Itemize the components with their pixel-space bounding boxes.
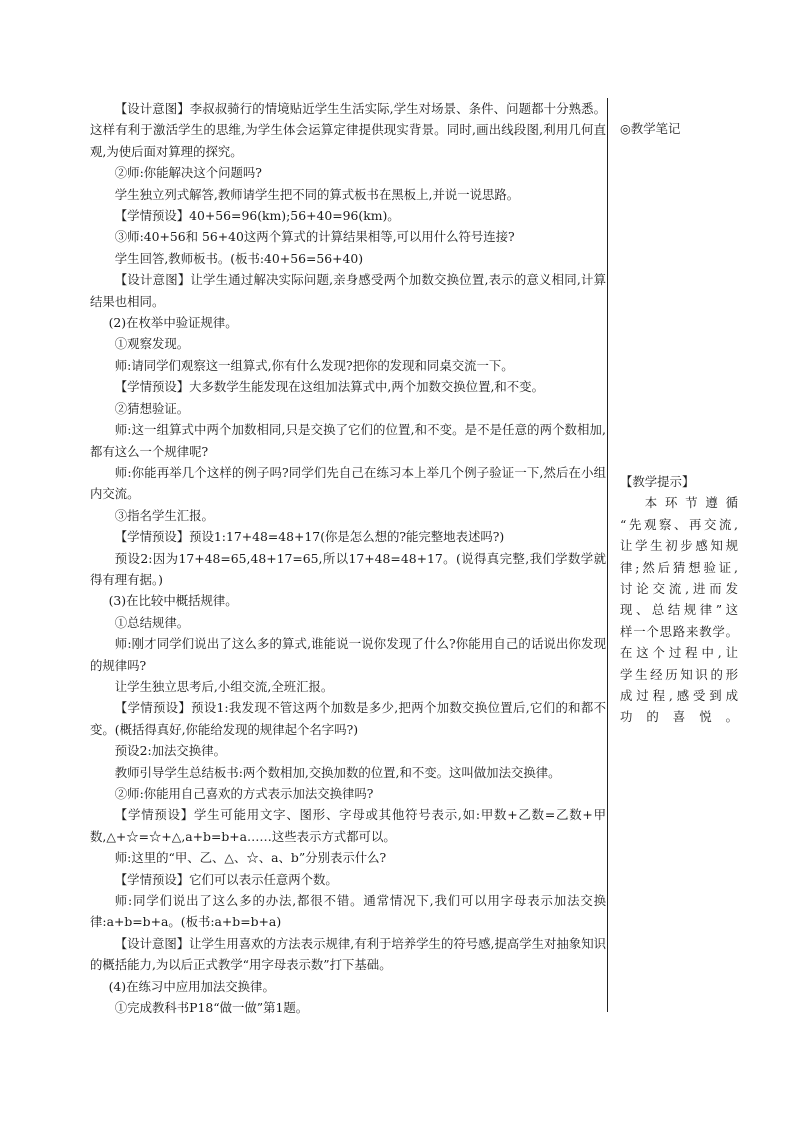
- paragraph: (3)在比较中概括规律。: [108, 593, 238, 609]
- tip-line: 讨论交流,进而发: [620, 581, 738, 597]
- paragraph: (4)在练习中应用加法交换律。: [108, 978, 275, 994]
- paragraph: 【设计意图】李叔叔骑行的情境贴近学生生活实际,学生对场景、条件、问题都十分熟悉。这样有利于激活学生的思维,为学生体会运算定律提供现实背景。同时,画出线段图,利用几何直观,为使后面对算理的探究。: [90, 101, 606, 159]
- paragraph: 预设2:因为17+48=65,48+17=65,所以17+48=48+17。(说得真完整,我们学数学就得有理有据。): [90, 550, 606, 587]
- paragraph: 预设2:加法交换律。: [114, 743, 226, 759]
- tip-line: 样一个思路来教学。: [620, 623, 738, 639]
- paragraph: ③师:40+56和 56+40这两个算式的计算结果相等,可以用什么符号连接?: [114, 229, 515, 245]
- paragraph: 师:同学们说出了这么多的办法,都很不错。通常情况下,我们可以用字母表示加法交换律:a+b=b+a。(板书:a+b=b+a): [90, 893, 606, 930]
- paragraph: (2)在枚举中验证规律。: [108, 315, 238, 331]
- tip-heading: 【教学提示】: [620, 474, 695, 489]
- paragraph: 师:请同学们观察这一组算式,你有什么发现?把你的发现和同桌交流一下。: [114, 357, 514, 373]
- paragraph: 师:这里的“甲、乙、△、☆、a、b”分别表示什么?: [114, 850, 387, 866]
- teaching-notes: [620, 118, 738, 139]
- tip-line: 本环节遵循: [644, 495, 738, 511]
- tip-line: 成过程,感受到成: [620, 688, 738, 704]
- paragraph: ②猜想验证。: [114, 400, 190, 416]
- tip-line: 现、总结规律”这: [620, 602, 738, 618]
- paragraph: 【学情预设】它们可以表示任意两个数。: [114, 871, 338, 887]
- paragraph: ②师:你能用自己喜欢的方式表示加法交换律吗?: [114, 786, 374, 801]
- paragraph: ②师:你能解决这个问题吗?: [114, 165, 262, 181]
- paragraph: 师:这一组算式中两个加数相同,只是交换了它们的位置,和不变。是不是任意的两个数相加,都有这么一个规律呢?: [90, 422, 606, 459]
- paragraph: 【设计意图】让学生通过解决实际问题,亲身感受两个加数交换位置,表示的意义相同,计算结果也相同。: [90, 272, 606, 309]
- paragraph: 学生独立列式解答,教师请学生把不同的算式板书在黑板上,并说一说思路。: [114, 186, 520, 202]
- paragraph: 【学情预设】大多数学生能发现在这组加法算式中,两个加数交换位置,和不变。: [114, 379, 544, 395]
- tip-line: 律;然后猜想验证,: [620, 559, 738, 575]
- paragraph: 教师引导学生总结板书:两个数相加,交换加数的位置,和不变。这叫做加法交换律。: [114, 764, 561, 780]
- paragraph: ①总结规律。: [114, 614, 190, 630]
- lesson-body: [90, 98, 606, 1018]
- paragraph: ③指名学生汇报。: [114, 507, 214, 523]
- column-divider: [607, 98, 608, 1012]
- tip-line: 让学生初步感知规: [620, 538, 738, 554]
- paragraph: ①观察发现。: [114, 336, 190, 352]
- tip-line: 学生经历知识的形: [620, 666, 738, 682]
- paragraph: ①完成教科书P18“做一做”第1题。: [114, 1000, 309, 1016]
- paragraph: 师:你能再举几个这样的例子吗?同学们先自己在练习本上举几个例子验证一下,然后在小组内交流。: [90, 464, 606, 502]
- paragraph: 【学情预设】学生可能用文字、图形、字母或其他符号表示,如:甲数+乙数=乙数+甲数,△+☆=☆+△,a+b=b+a……这些表示方式都可以。: [90, 807, 606, 844]
- paragraph: 【学情预设】40+56=96(km);56+40=96(km)。: [114, 208, 400, 224]
- paragraph: 学生回答,教师板书。(板书:40+56=56+40): [114, 250, 364, 266]
- teaching-tip: [620, 471, 738, 728]
- paragraph: 【设计意图】让学生用喜欢的方法表示规律,有利于培养学生的符号感,提高学生对抽象知识的概括能力,为以后正式教学“用字母表示数”打下基础。: [90, 935, 606, 973]
- notes-heading: ◎教学笔记: [620, 121, 681, 136]
- paragraph: 【学情预设】预设1:我发现不管这两个加数是多少,把两个加数交换位置后,它们的和都不变。(概括得真好,你能给发现的规律起个名字吗?): [90, 700, 606, 737]
- paragraph: 让学生独立思考后,小组交流,全班汇报。: [114, 678, 334, 694]
- tip-line: “先观察、再交流,: [620, 516, 738, 532]
- tip-line: 在这个过程中,让: [620, 645, 738, 661]
- paragraph: 【学情预设】预设1:17+48=48+17(你是怎么想的?能完整地表述吗?): [114, 529, 505, 545]
- paragraph: 师:刚才同学们说出了这么多的算式,谁能说一说你发现了什么?你能用自己的话说出你发现的规律吗?: [90, 636, 606, 673]
- tip-line: 功的喜悦。: [620, 709, 738, 725]
